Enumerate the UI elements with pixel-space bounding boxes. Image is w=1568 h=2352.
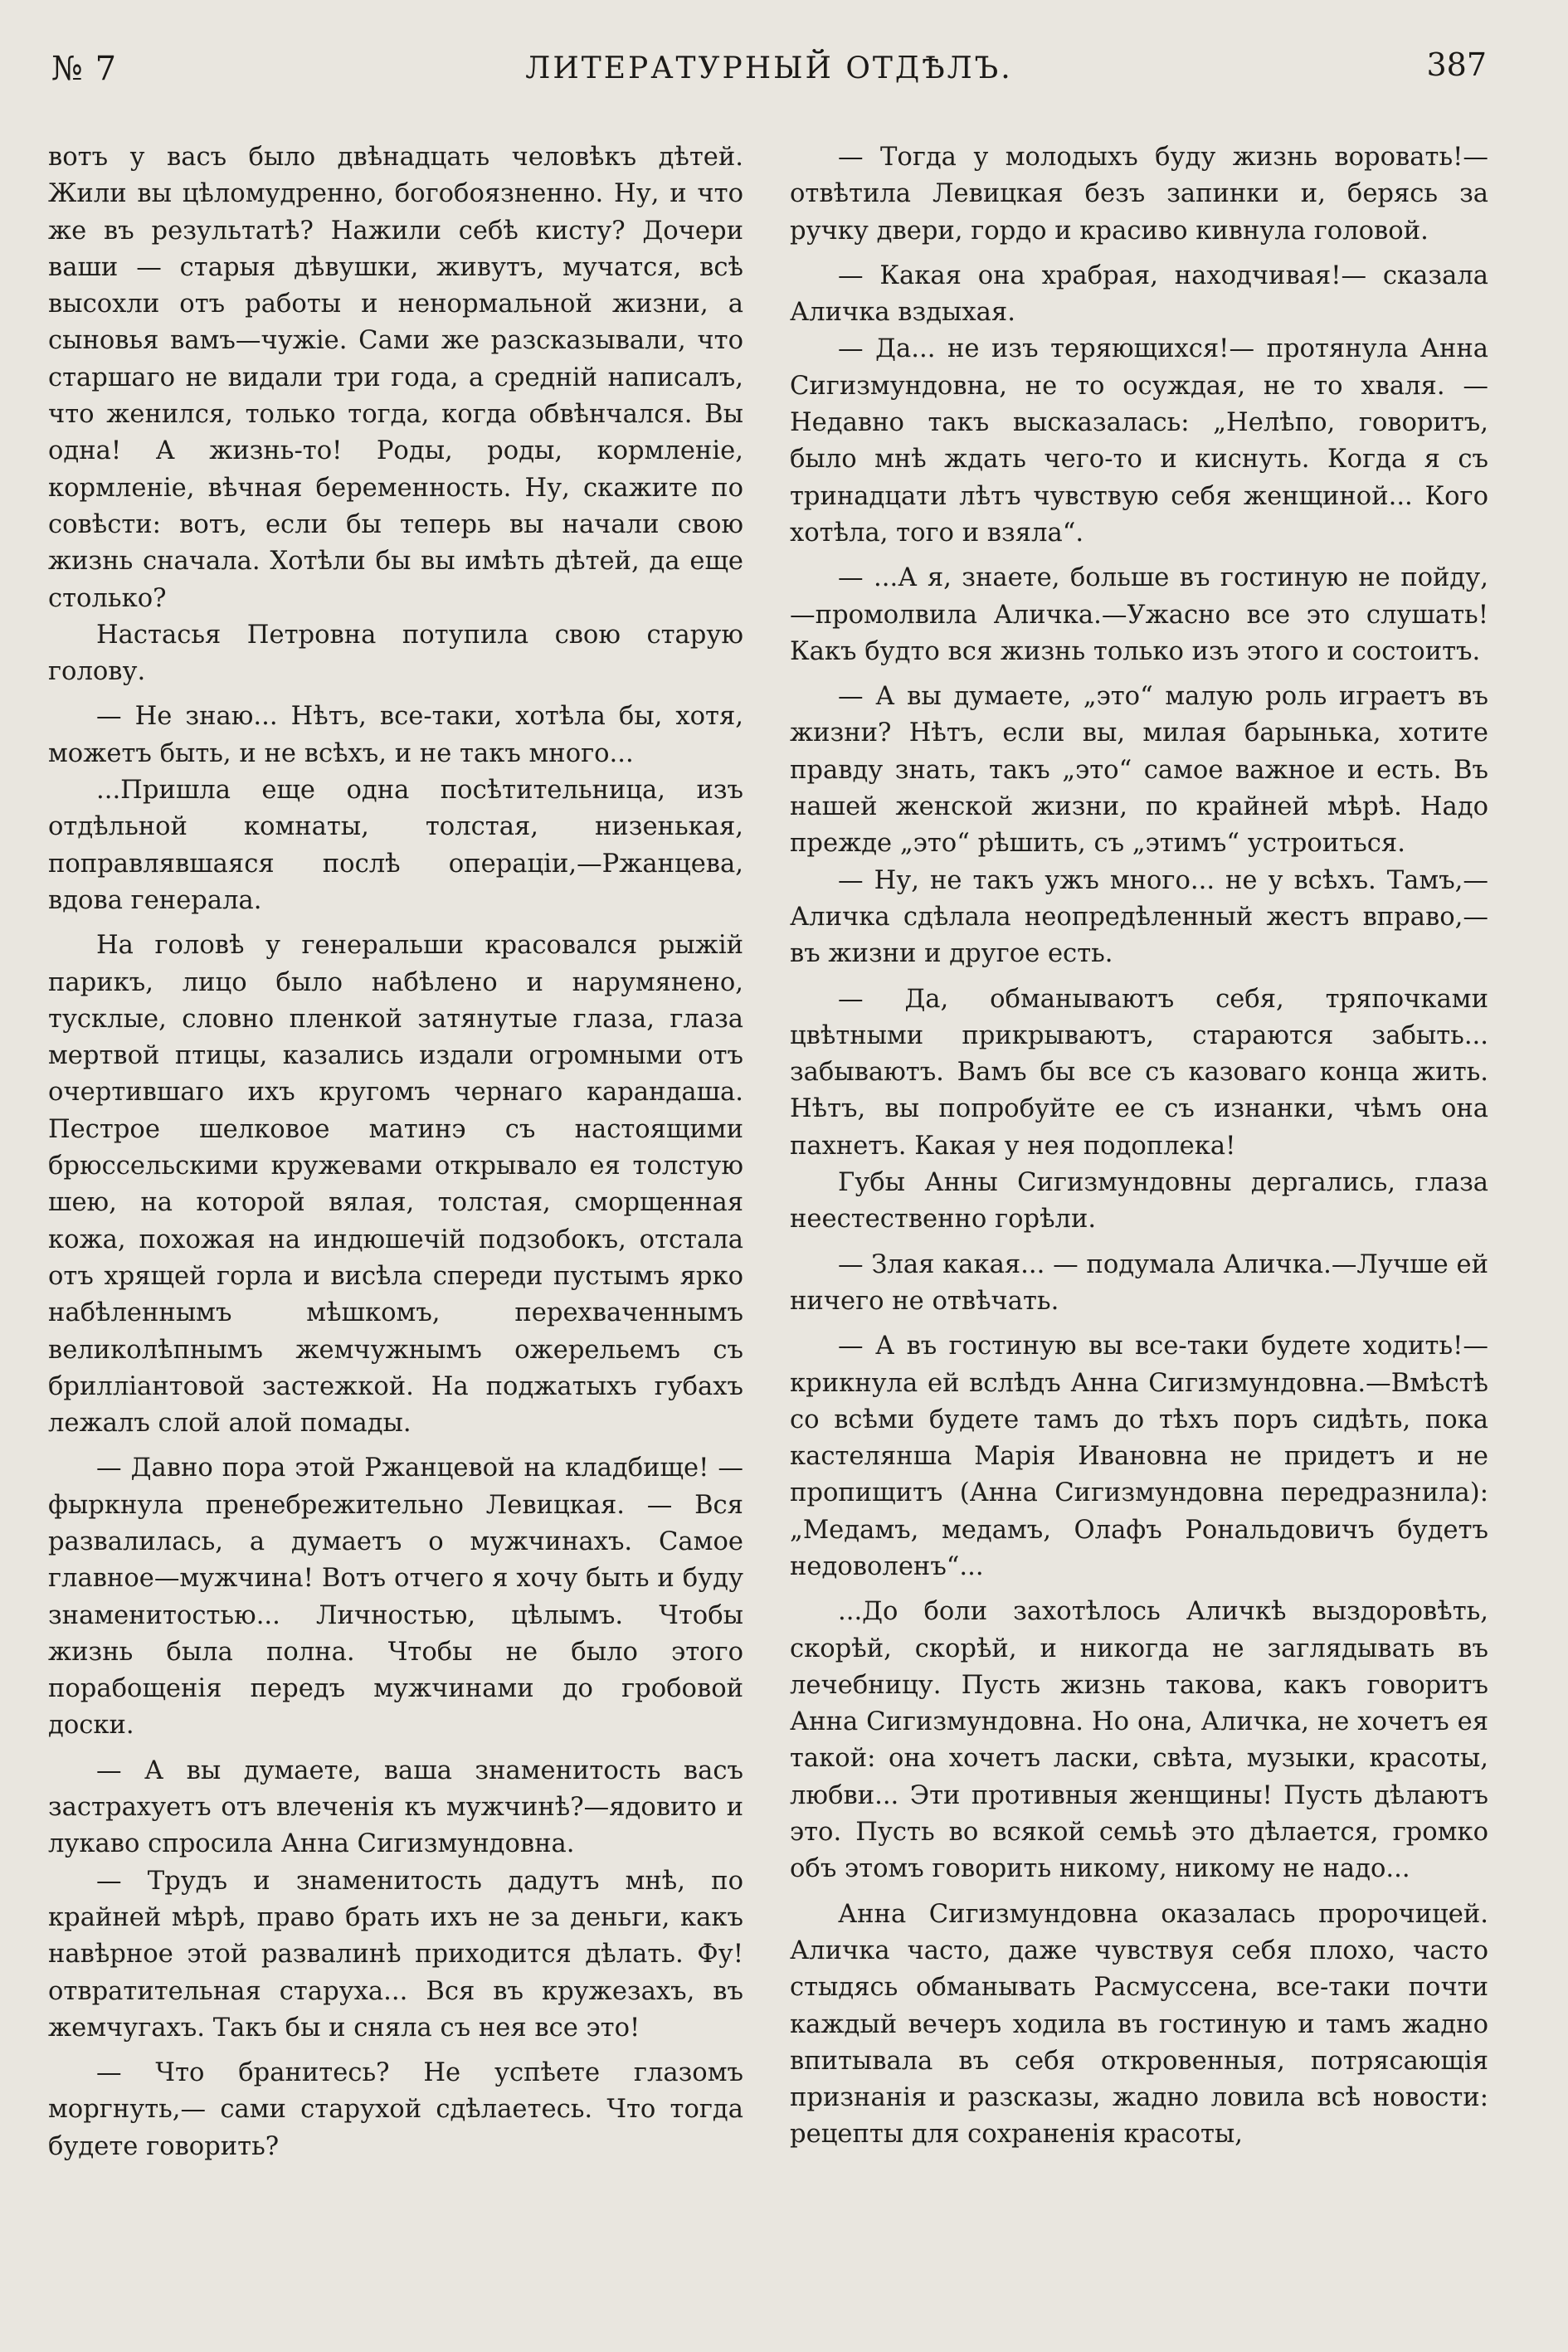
paragraph: — Давно пора этой Ржанцевой на кладбище! — фыркнула пренебрежительно Левицкая. — Вся развалилась, а думаетъ о мужчинахъ. Самое главное—мужчина! Вотъ отчего я хочу быть и буду знаменитостью... Личностью, цѣлымъ. Чтобы жизнь была полна. Чтобы не было этого порабощенія передъ мужчинами до гробовой доски. [48, 1454, 743, 1741]
left-column [48, 139, 743, 2165]
paragraph: — Не знаю... Нѣтъ, все-таки, хотѣла бы, хотя, можетъ быть, и не всѣхъ, и не такъ много... [48, 702, 743, 768]
paragraph: — Да... не изъ теряющихся!— протянула Анна Сигизмундовна, не то осуждая, не то хваля. — Недавно такъ высказалась: „Нелѣпо, говоритъ, было мнѣ ждать чего-то и киснуть. Когда я съ тринадцати лѣтъ чувствую себя женщиной... Кого хотѣла, того и взяла“. [790, 334, 1488, 548]
paragraph: — Какая она храбрая, находчивая!— сказала Аличка вздыхая. [790, 261, 1488, 328]
paragraph: — ...А я, знаете, больше въ гостиную не пойду,—промолвила Аличка.—Ужасно все это слушать! Какъ будто вся жизнь только изъ этого и состоитъ. [790, 563, 1488, 666]
paragraph: — А вы думаете, „это“ малую роль играетъ въ жизни? Нѣтъ, если вы, милая барынька, хотите правду знать, такъ „это“ самое важное и есть. Въ нашей женской жизни, по крайней мѣрѣ. Надо прежде „это“ рѣшить, съ „этимъ“ устроиться. [790, 682, 1488, 859]
paragraph: — Трудъ и знаменитость дадутъ мнѣ, по крайней мѣрѣ, право брать ихъ не за деньги, какъ навѣрное этой развалинѣ приходится дѣлать. Фу! отвратительная старуха... Вся въ кружезахъ, въ жемчугахъ. Такъ бы и сняла съ нея все это! [48, 1866, 743, 2043]
page-number: 387 [1426, 46, 1487, 83]
section-title: ЛИТЕРАТУРНЫЙ ОТДѢЛЪ. [525, 51, 1013, 85]
paragraph: — А въ гостиную вы все-таки будете ходить!—крикнула ей вслѣдъ Анна Сигизмундовна.—Вмѣстѣ со всѣми будете тамъ до тѣхъ поръ сидѣть, пока кастелянша Марія Ивановна не придетъ и не пропищитъ (Анна Сигизмундовна передразнила): „Медамъ, медамъ, Олафъ Рональдовичъ будетъ недоволенъ“... [790, 1332, 1488, 1581]
paragraph: Настасья Петровна потупила свою старую голову. [48, 620, 743, 687]
paragraph: — А вы думаете, ваша знаменитость васъ застрахуетъ отъ влеченія къ мужчинѣ?—ядовито и лукаво спросила Анна Сигизмундовна. [48, 1755, 743, 1859]
paragraph: — Что бранитесь? Не успѣете глазомъ моргнуть,— сами старухой сдѣлаетесь. Что тогда будете говорить? [48, 2058, 743, 2161]
paragraph: — Ну, не такъ ужъ много... не у всѣхъ. Тамъ,—Аличка сдѣлала неопредѣленный жестъ вправо,—въ жизни и другое есть. [790, 865, 1488, 969]
paragraph: Губы Анны Сигизмундовны дергались, глаза неестественно горѣли. [790, 1168, 1488, 1234]
paragraph: На головѣ у генеральши красовался рыжій парикъ, лицо было набѣлено и нарумянено, тусклые, словно пленкой затянутые глаза, глаза мертвой птицы, казались издали огромными отъ очертившаго ихъ кругомъ чернаго карандаша. Пестрое шелковое матинэ съ настоящими брюссельскими кружевами открывало ея толстую шею, на которой вялая, толстая, сморщенная кожа, похожая на индюшечій подзобокъ, отстала отъ хрящей горла и висѣла спереди пустымъ ярко набѣленнымъ мѣшкомъ, перехваченнымъ великолѣпнымъ жемчужнымъ ожерельемъ съ брилліантовой застежкой. На поджатыхъ губахъ лежалъ слой алой помады. [48, 931, 743, 1439]
right-column [790, 139, 1488, 2154]
paragraph: — Да, обманываютъ себя, тряпочками цвѣтными прикрываютъ, стараются забыть... забываютъ. Вамъ бы все съ казоваго конца жить. Нѣтъ, вы попробуйте ее съ изнанки, чѣмъ она пахнетъ. Какая у нея подоплека! [790, 984, 1488, 1161]
issue-number: № 7 [51, 50, 118, 88]
paragraph: — Злая какая... — подумала Аличка.—Лучше ей ничего не отвѣчать. [790, 1249, 1488, 1316]
page-header [51, 46, 1487, 116]
paragraph: вотъ у васъ было двѣнадцать человѣкъ дѣтей. Жили вы цѣломудренно, богобоязненно. Ну, и что же въ результатѣ? Нажили себѣ кисту? Дочери ваши — старыя дѣвушки, живутъ, мучатся, всѣ высохли отъ работы и ненормальной жизни, а сыновья вамъ—чужіе. Сами же разсказывали, что старшаго не видали три года, а средній написалъ, что женился, только тогда, когда обвѣнчался. Вы одна! А жизнь-то! Роды, роды, кормленіе, кормленіе, вѣчная беременность. Ну, скажите по совѣсти: вотъ, если бы теперь вы начали свою жизнь сначала. Хотѣли бы вы имѣть дѣтей, да еще столько? [48, 143, 743, 613]
paragraph: — Тогда у молодыхъ буду жизнь воровать!— отвѣтила Левицкая безъ запинки и, берясь за ручку двери, гордо и красиво кивнула головой. [790, 143, 1488, 246]
paragraph: ...До боли захотѣлось Аличкѣ выздоровѣть, скорѣй, скорѣй, и никогда не заглядывать въ лечебницу. Пусть жизнь такова, какъ говоритъ Анна Сигизмундовна. Но она, Аличка, не хочетъ ея такой: она хочетъ ласки, свѣта, музыки, красоты, любви... Эти противныя женщины! Пусть дѣлаютъ это. Пусть во всякой семьѣ это дѣлается, громко объ этомъ говорить никому, никому не надо... [790, 1597, 1488, 1884]
paragraph: ...Пришла еще одна посѣтительница, изъ отдѣльной комнаты, толстая, низенькая, поправлявшаяся послѣ операціи,—Ржанцева, вдова генерала. [48, 776, 743, 915]
paragraph: Анна Сигизмундовна оказалась пророчицей. Аличка часто, даже чувствуя себя плохо, часто стыдясь обманывать Расмуссена, все-таки почти каждый вечеръ ходила въ гостиную и тамъ жадно впитывала въ себя откровенныя, потрясающія признанія и разсказы, жадно ловила всѣ новости: рецепты для сохраненія красоты, [790, 1899, 1488, 2150]
